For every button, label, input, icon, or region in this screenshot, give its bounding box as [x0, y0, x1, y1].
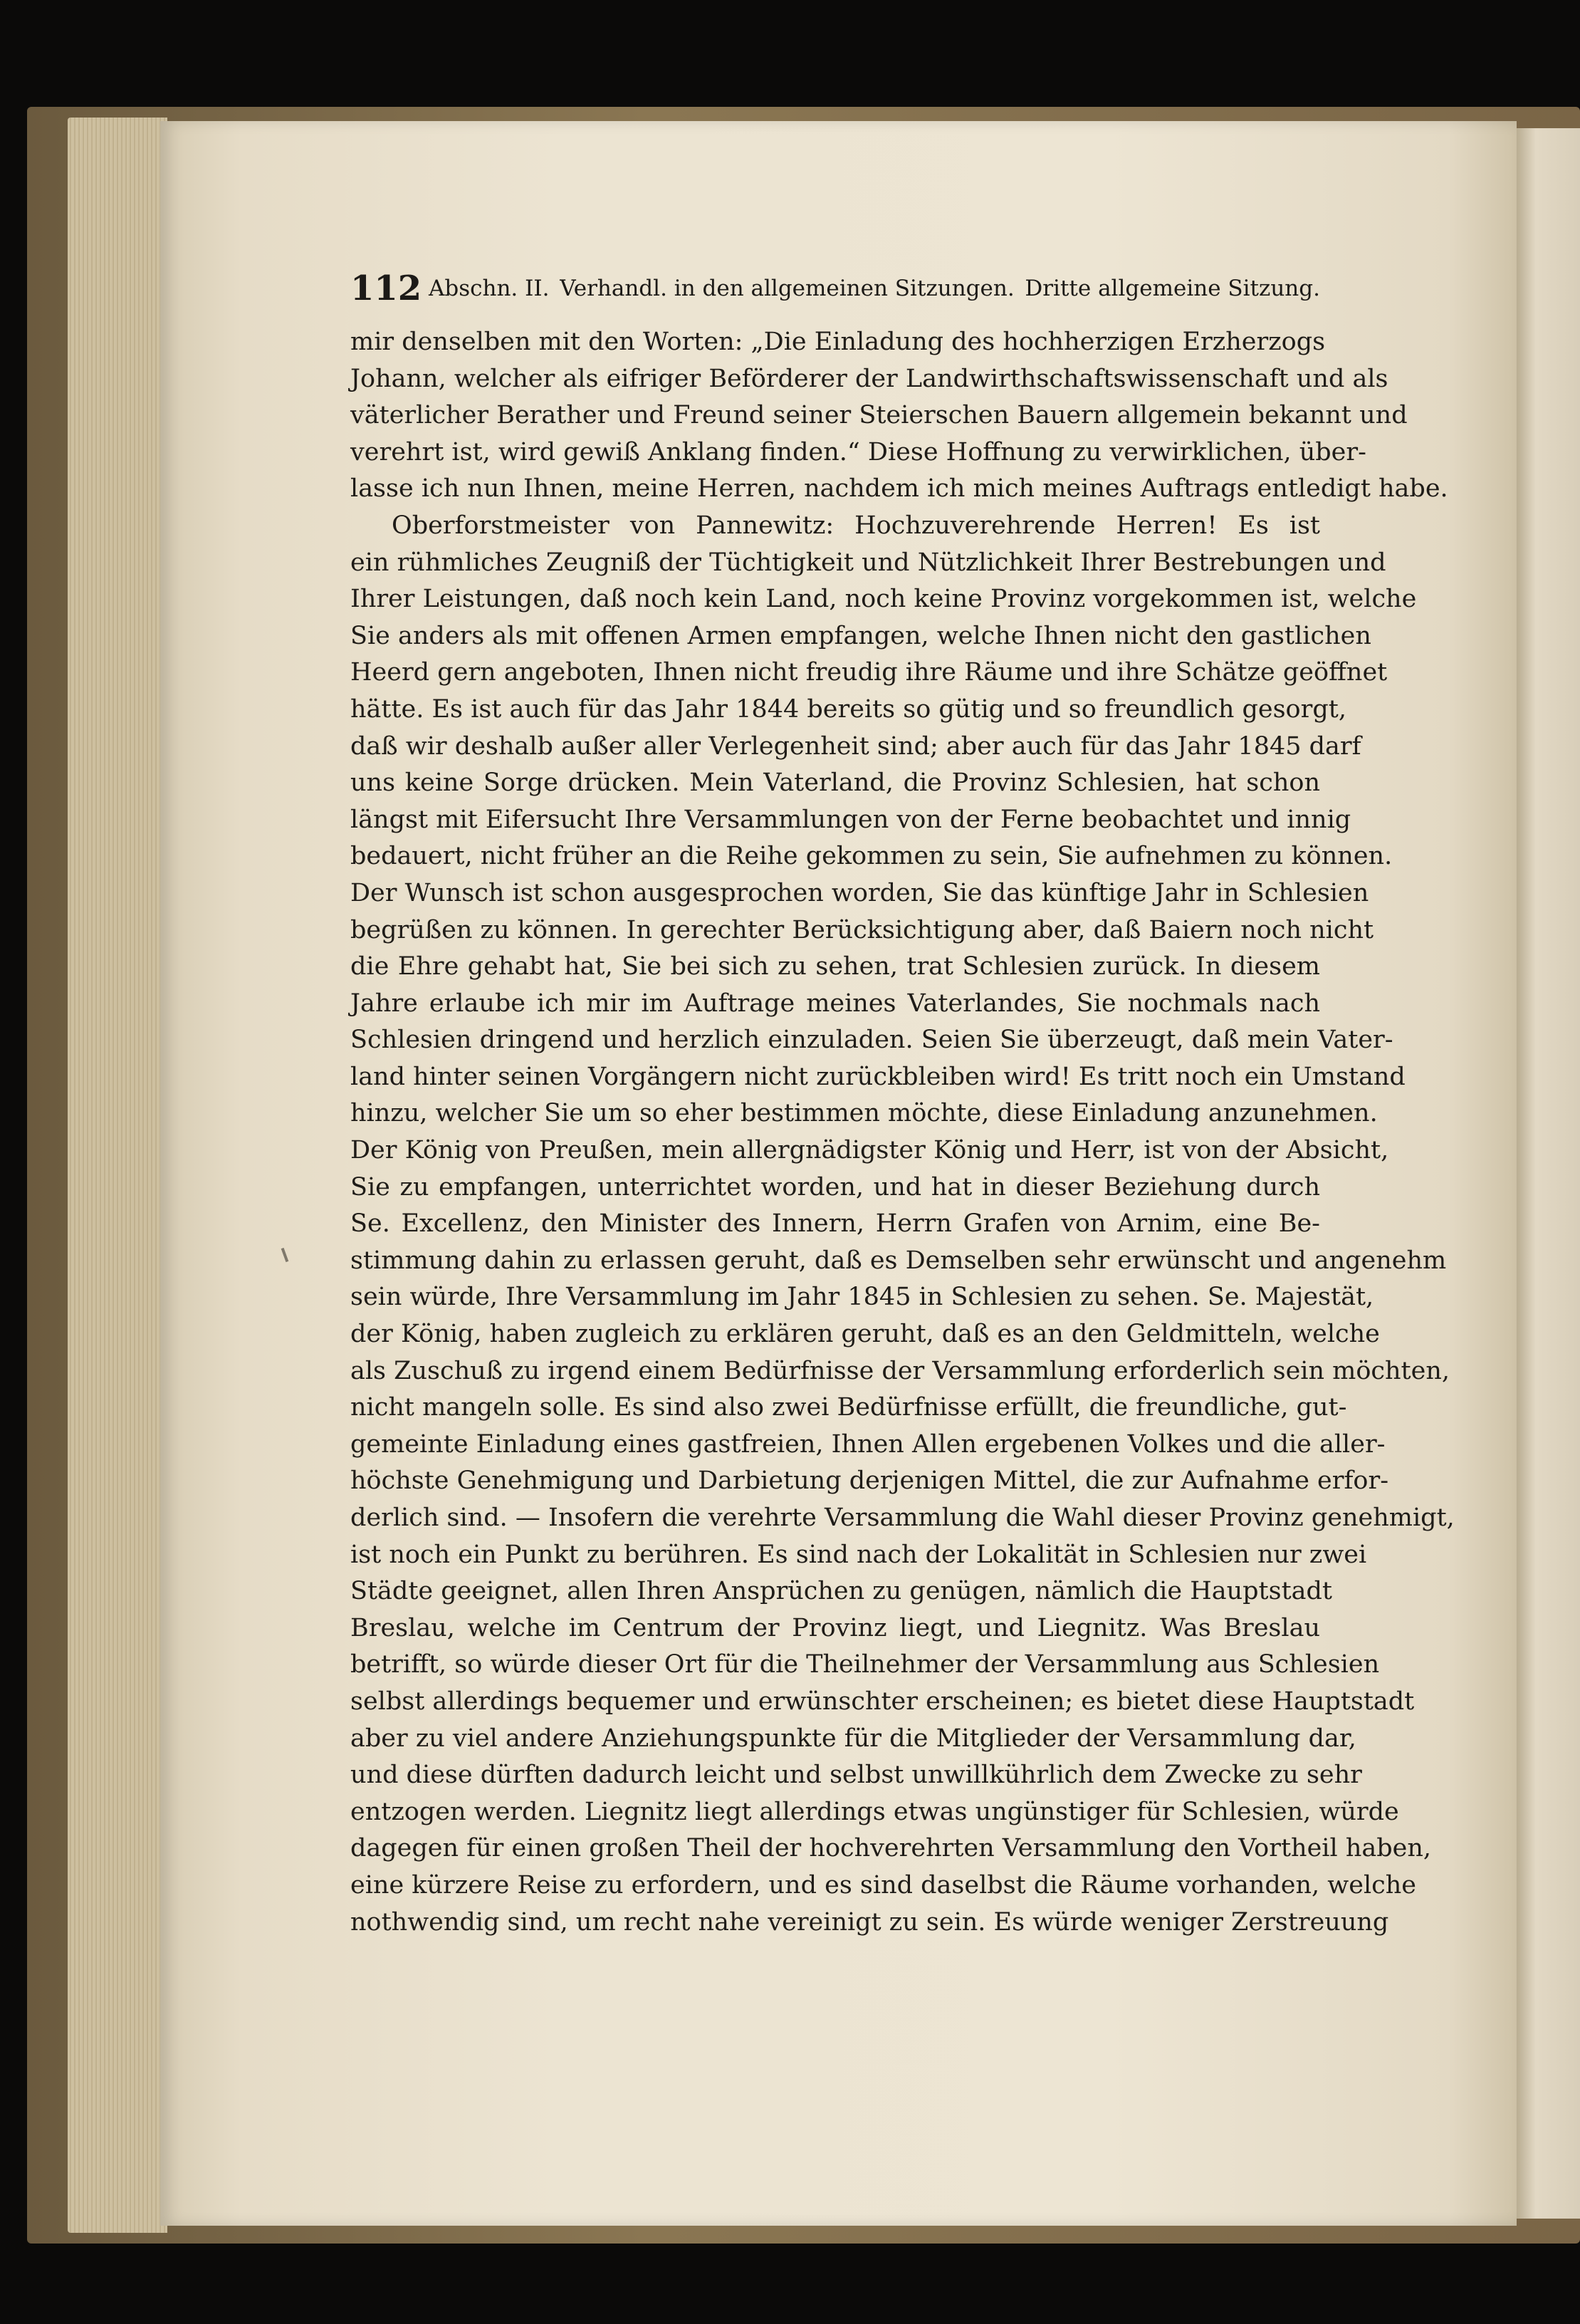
section-label: Abschn. II.	[429, 276, 550, 301]
text-line: ein rühmliches Zeugniß der Tüchtigkeit und Nützlichkeit Ihrer Bestrebungen und	[350, 548, 1386, 577]
text-line: Breslau, welche im Centrum der Provinz liegt, und Liegnitz. Was Breslau	[350, 1613, 1320, 1642]
text-line: als Zuschuß zu irgend einem Bedürfnisse der Versammlung erforderlich sein möchten,	[350, 1356, 1450, 1385]
facing-page-edge	[1517, 128, 1580, 2219]
text-line: Heerd gern angeboten, Ihnen nicht freudig ihre Räume und ihre Schätze geöffnet	[350, 658, 1388, 687]
text-line: land hinter seinen Vorgängern nicht zurückbleiben wird! Es tritt noch ein Umstand	[350, 1062, 1406, 1091]
text-line: ist noch ein Punkt zu berühren. Es sind nach der Lokalität in Schlesien nur zwei	[350, 1540, 1367, 1569]
text-line: Der Wunsch ist schon ausgesprochen worden, Sie das künftige Jahr in Schlesien	[350, 878, 1369, 907]
text-line: entzogen werden. Liegnitz liegt allerdings etwas ungünstiger für Schlesien, würde	[350, 1797, 1399, 1826]
page-edges	[68, 118, 167, 2233]
text-line: höchste Genehmigung und Darbietung derjenigen Mittel, die zur Aufnahme erfor-	[350, 1466, 1389, 1496]
text-line: aber zu viel andere Anziehungspunkte für die Mitglieder der Versammlung dar,	[350, 1724, 1356, 1753]
text-line: hinzu, welcher Sie um so eher bestimmen möchte, diese Einladung anzunehmen.	[350, 1099, 1378, 1128]
text-line: die Ehre gehabt hat, Sie bei sich zu sehen, trat Schlesien zurück. In diesem	[350, 952, 1320, 981]
text-line: Oberforstmeister von Pannewitz: Hochzuverehrende Herren! Es ist	[392, 511, 1320, 540]
text-line: Jahre erlaube ich mir im Auftrage meines Vaterlandes, Sie nochmals nach	[350, 989, 1320, 1018]
text-line: daß wir deshalb außer aller Verlegenheit sind; aber auch für das Jahr 1845 darf	[350, 731, 1361, 761]
text-line: betrifft, so würde dieser Ort für die Theilnehmer der Versammlung aus Schlesien	[350, 1650, 1380, 1679]
text-line: und diese dürften dadurch leicht und selbst unwillkührlich dem Zwecke zu sehr	[350, 1761, 1362, 1790]
text-line: selbst allerdings bequemer und erwünschter erscheinen; es bietet diese Hauptstadt	[350, 1687, 1415, 1716]
text-line: hätte. Es ist auch für das Jahr 1844 bereits so gütig und so freundlich gesorgt,	[350, 694, 1346, 724]
text-line: uns keine Sorge drücken. Mein Vaterland, die Provinz Schlesien, hat schon	[350, 768, 1320, 798]
text-line: lasse ich nun Ihnen, meine Herren, nachdem ich mich meines Auftrags entledigt habe.	[350, 474, 1448, 504]
body-text	[350, 324, 1455, 1941]
text-line: dagegen für einen großen Theil der hochverehrten Versammlung den Vortheil haben,	[350, 1834, 1432, 1863]
text-line: Städte geeignet, allen Ihren Ansprüchen zu genügen, nämlich die Hauptstadt	[350, 1577, 1332, 1606]
text-line: nothwendig sind, um recht nahe vereinigt zu sein. Es würde weniger Zerstreuung	[350, 1907, 1389, 1937]
text-line: begrüßen zu können. In gerechter Berücksichtigung aber, daß Baiern noch nicht	[350, 915, 1374, 944]
text-line: Johann, welcher als eifriger Beförderer der Landwirthschaftswissenschaft und als	[350, 364, 1388, 393]
text-line: nicht mangeln solle. Es sind also zwei Bedürfnisse erfüllt, die freundliche, gut-	[350, 1393, 1347, 1422]
text-line: mir denselben mit den Worten: „Die Einladung des hochherzigen Erzherzogs	[350, 328, 1326, 356]
text-line: der König, haben zugleich zu erklären geruht, daß es an den Geldmitteln, welche	[350, 1320, 1380, 1349]
page-number: 112	[350, 269, 422, 308]
running-head	[429, 260, 1320, 317]
page-header	[350, 260, 1320, 317]
text-line: Sie zu empfangen, unterrichtet worden, und hat in dieser Beziehung durch	[350, 1172, 1320, 1202]
text-line: Schlesien dringend und herzlich einzuladen. Seien Sie überzeugt, daß mein Vater-	[350, 1026, 1393, 1055]
text-line: stimmung dahin zu erlassen geruht, daß es Demselben sehr erwünscht und angenehm	[350, 1246, 1447, 1275]
text-line: bedauert, nicht früher an die Reihe gekommen zu sein, Sie aufnehmen zu können.	[350, 842, 1393, 871]
text-line: väterlicher Berather und Freund seiner Steierschen Bauern allgemein bekannt und	[350, 401, 1408, 430]
text-line: Der König von Preußen, mein allergnädigster König und Herr, ist von der Absicht,	[350, 1136, 1389, 1165]
text-line: gemeinte Einladung eines gastfreien, Ihnen Allen ergebenen Volkes und die aller-	[350, 1429, 1386, 1459]
session-label: Dritte allgemeine Sitzung.	[1025, 276, 1320, 301]
text-line: eine kürzere Reise zu erfordern, und es sind daselbst die Räume vorhanden, welche	[350, 1870, 1417, 1900]
text-line: sein würde, Ihre Versammlung im Jahr 1845 in Schlesien zu sehen. Se. Majestät,	[350, 1283, 1374, 1312]
text-line: längst mit Eifersucht Ihre Versammlungen von der Ferne beobachtet und innig	[350, 805, 1351, 834]
text-line: derlich sind. — Insofern die verehrte Versammlung die Wahl dieser Provinz genehmigt,	[350, 1504, 1455, 1532]
text-line: Se. Excellenz, den Minister des Innern, Herrn Grafen von Arnim, eine Be-	[350, 1209, 1320, 1239]
text-line: verehrt ist, wird gewiß Anklang finden.“ Diese Hoffnung zu verwirklichen, über-	[350, 437, 1366, 467]
text-line: Sie anders als mit offenen Armen empfangen, welche Ihnen nicht den gastlichen	[350, 621, 1371, 650]
running-title: Verhandl. in den allgemeinen Sitzungen.	[560, 276, 1015, 301]
text-line: Ihrer Leistungen, daß noch kein Land, noch keine Provinz vorgekommen ist, welche	[350, 585, 1417, 614]
